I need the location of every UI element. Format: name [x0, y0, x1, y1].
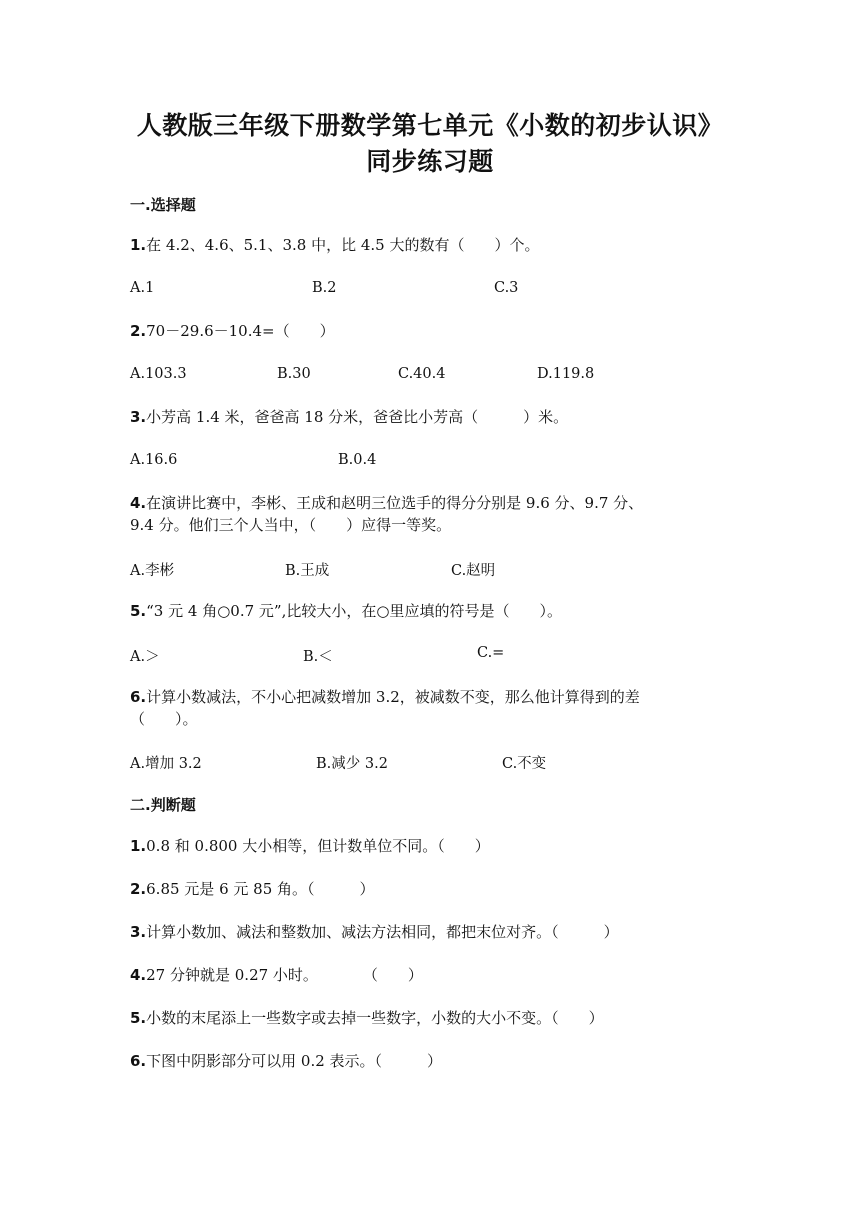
judgement-question-5 — [130, 1007, 730, 1029]
option-a: A.李彬 — [130, 563, 175, 579]
question-text-continued: 9.4 分。他们三个人当中，（ ）应得一等奖。 — [130, 516, 452, 534]
choice-question-1 — [130, 234, 730, 256]
question-number: 5. — [130, 1009, 147, 1027]
option-b: B.0.4 — [338, 452, 377, 468]
option-c: C.40.4 — [398, 366, 446, 382]
question-text: 小数的末尾添上一些数字或去掉一些数字，小数的大小不变。（ ） — [146, 1009, 604, 1027]
judgement-question-4 — [130, 964, 730, 986]
question-number: 2. — [130, 880, 147, 898]
option-a: A.增加 3.2 — [130, 756, 202, 772]
question-text: 计算小数加、减法和整数加、减法方法相同，都把末位对齐。（ ） — [146, 923, 619, 941]
question-text: 小芳高 1.4 米，爸爸高 18 分米，爸爸比小芳高（ ）米。 — [146, 408, 569, 426]
option-b: B.减少 3.2 — [316, 756, 388, 772]
question-number: 6. — [130, 688, 147, 706]
question-text: “3 元 4 角○0.7 元”,比较大小，在○里应填的符号是（ ）。 — [146, 602, 562, 620]
option-c: C.赵明 — [451, 563, 496, 579]
question-text: 6.85 元是 6 元 85 角。（ ） — [146, 880, 375, 898]
option-b: B.王成 — [285, 563, 330, 579]
page-title-line1: 人教版三年级下册数学第七单元《小数的初步认识》 — [136, 111, 724, 140]
judgement-question-2 — [130, 878, 730, 900]
option-c: C.不变 — [502, 756, 547, 772]
choice-question-3 — [130, 406, 730, 428]
question-text: 在 4.2、4.6、5.1、3.8 中，比 4.5 大的数有（ ）个。 — [146, 236, 540, 254]
option-a: A.＞ — [130, 649, 160, 665]
question-number: 1. — [130, 837, 147, 855]
question-number: 3. — [130, 923, 147, 941]
option-c: C.3 — [494, 280, 519, 296]
judgement-question-3 — [130, 921, 730, 943]
choice-question-4 — [130, 492, 730, 536]
option-a: A.16.6 — [130, 452, 178, 468]
option-a: A.1 — [130, 280, 155, 296]
question-text: 下图中阴影部分可以用 0.2 表示。（ ） — [146, 1052, 443, 1070]
choice-question-5 — [130, 600, 730, 622]
page-title-line2: 同步练习题 — [366, 147, 494, 176]
question-number: 1. — [130, 236, 147, 254]
question-number: 4. — [130, 966, 147, 984]
section-heading-judgement: 二.判断题 — [130, 796, 196, 814]
question-number: 2. — [130, 322, 147, 340]
question-text: 在演讲比赛中，李彬、王成和赵明三位选手的得分分别是 9.6 分、9.7 分、 — [146, 494, 644, 512]
choice-question-2 — [130, 320, 730, 342]
section-heading-choice: 一.选择题 — [130, 196, 196, 214]
option-b: B.2 — [312, 280, 337, 296]
question-number: 5. — [130, 602, 147, 620]
question-text: 70－29.6－10.4=（ ） — [146, 322, 335, 340]
option-c: C.= — [477, 645, 505, 661]
option-b: B.30 — [277, 366, 311, 382]
question-number: 3. — [130, 408, 147, 426]
choice-question-6 — [130, 686, 730, 730]
question-text-continued: （ ）。 — [130, 710, 198, 728]
judgement-question-6 — [130, 1050, 730, 1072]
judgement-question-1 — [130, 835, 730, 857]
question-number: 6. — [130, 1052, 147, 1070]
question-text: 0.8 和 0.800 大小相等，但计数单位不同。（ ） — [146, 837, 490, 855]
option-b: B.＜ — [303, 649, 333, 665]
question-number: 4. — [130, 494, 147, 512]
option-d: D.119.8 — [537, 366, 595, 382]
option-a: A.103.3 — [130, 366, 187, 382]
question-text: 27 分钟就是 0.27 小时。 （ ） — [146, 966, 423, 984]
question-text: 计算小数减法，不小心把减数增加 3.2，被减数不变，那么他计算得到的差 — [146, 688, 640, 706]
